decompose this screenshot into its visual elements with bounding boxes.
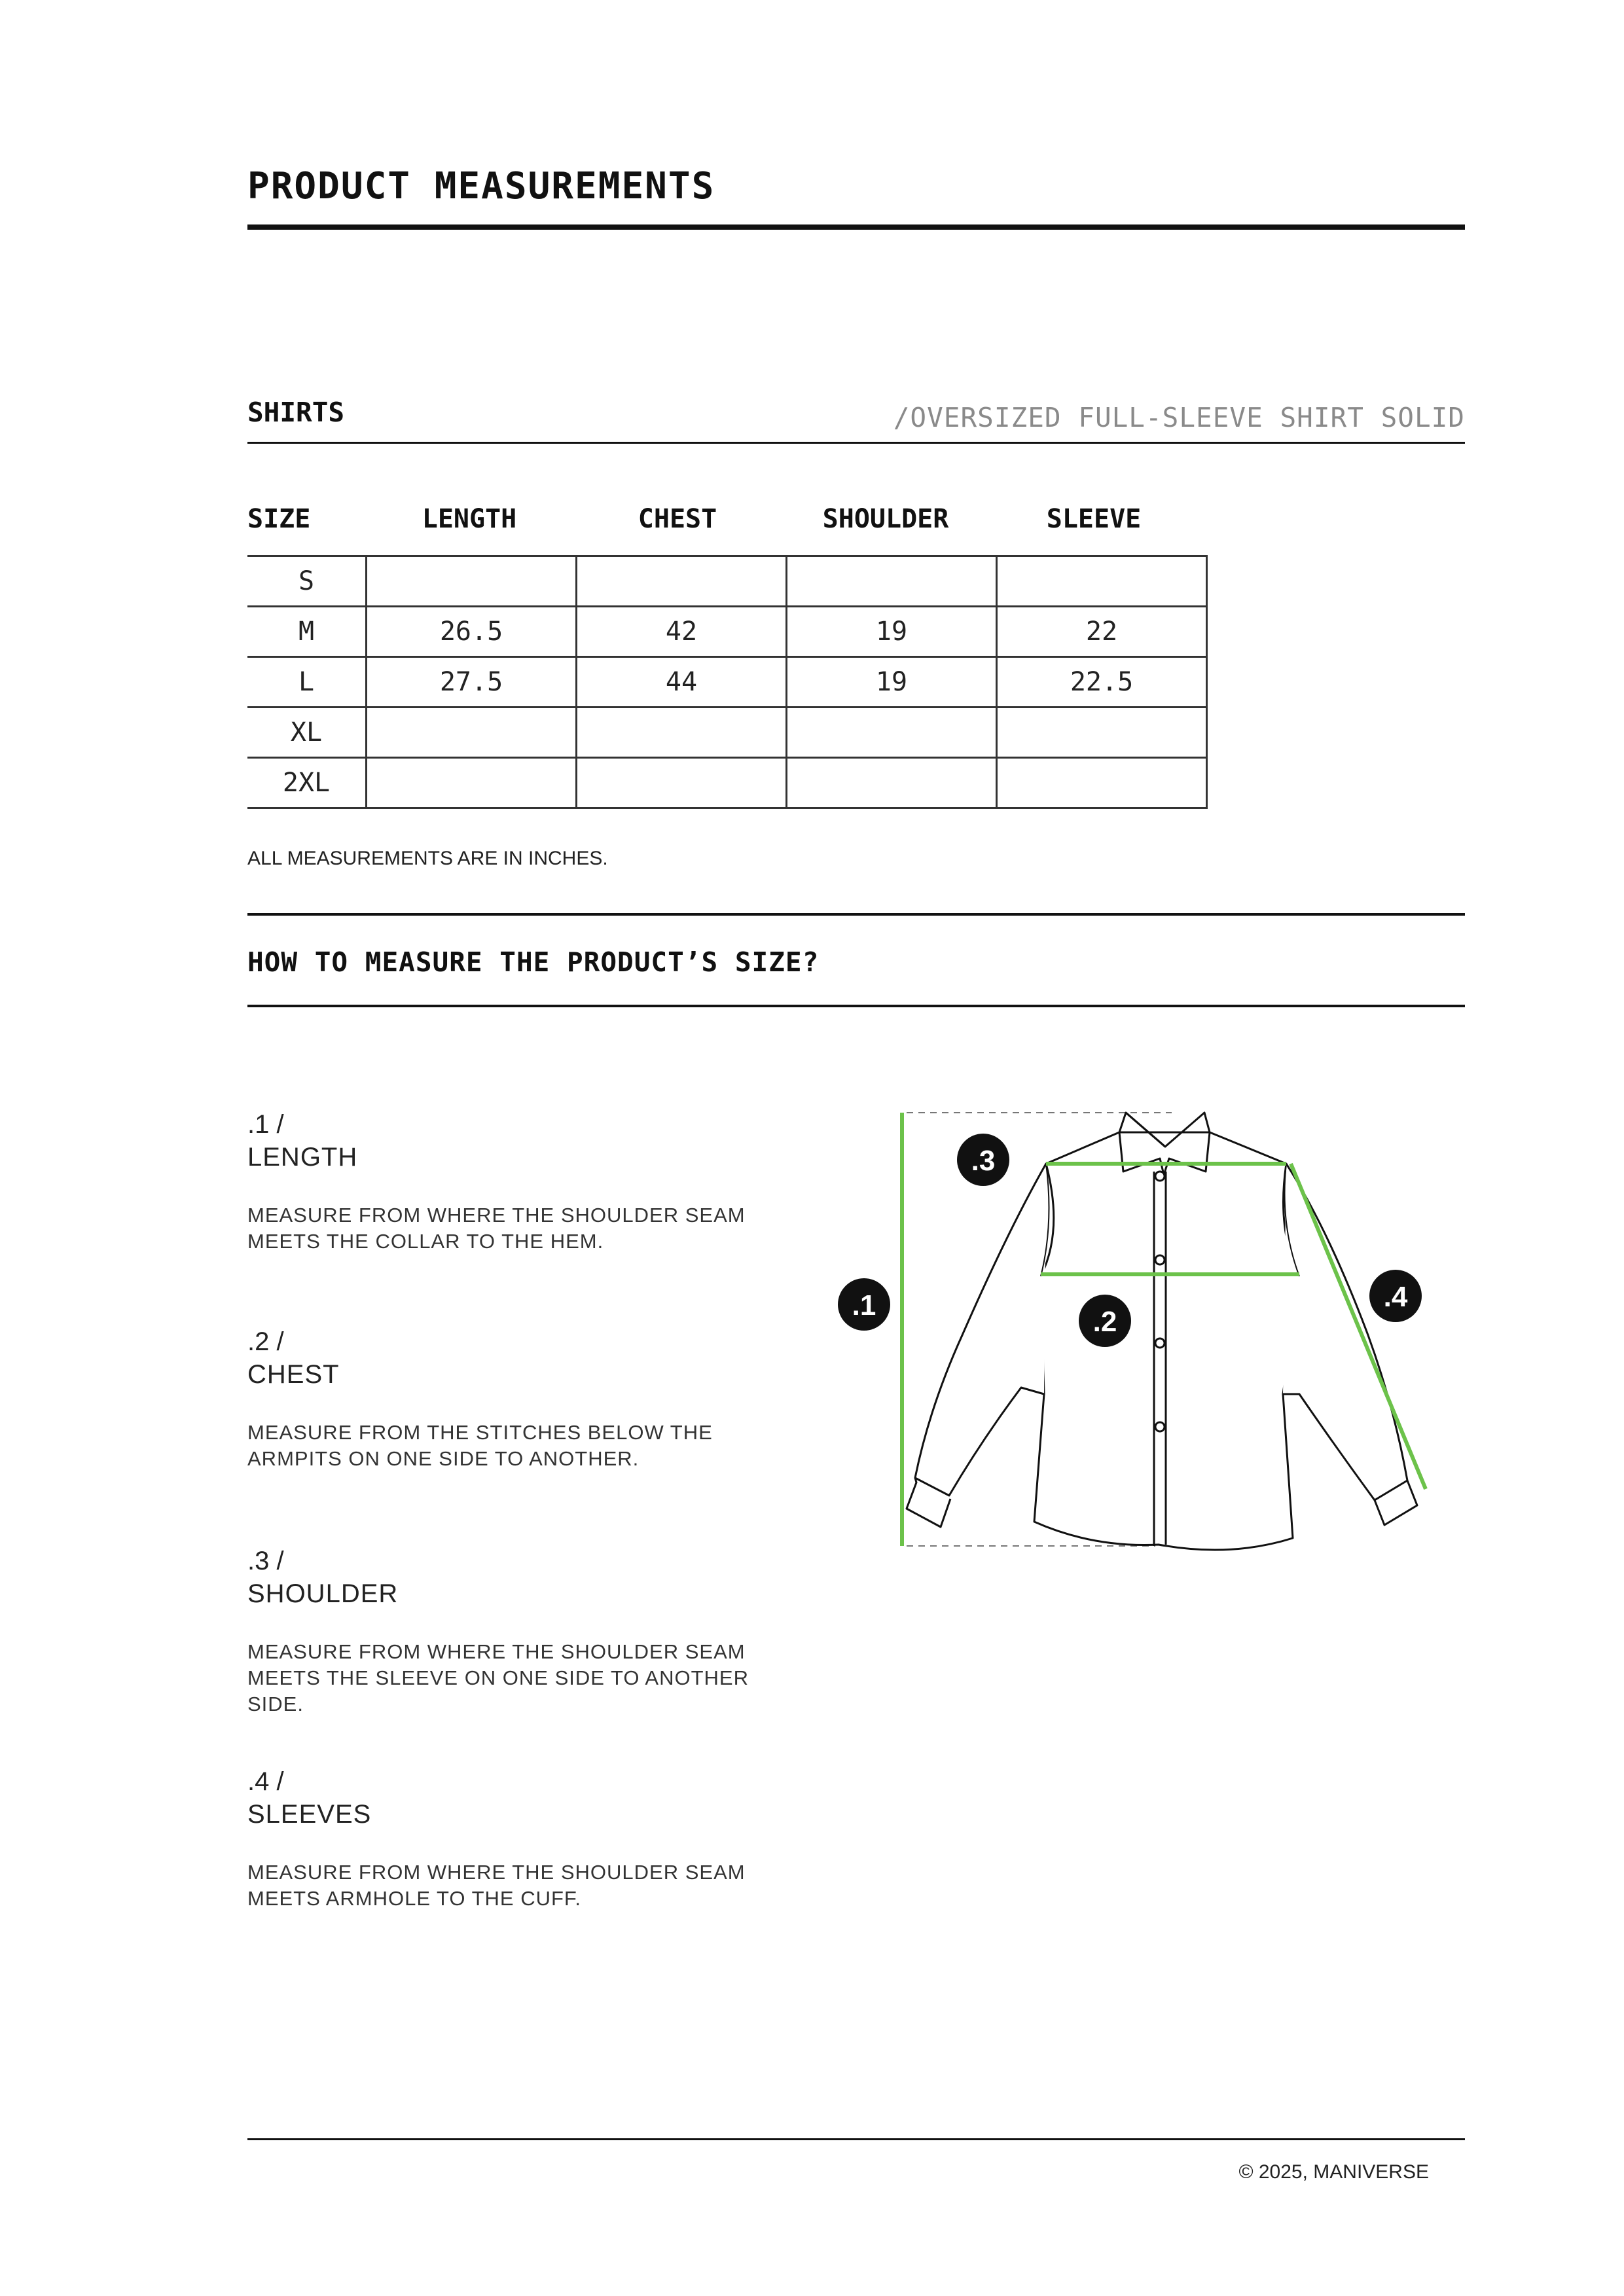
marker-shoulder-icon — [957, 1134, 1009, 1186]
column-header-chest: CHEST — [638, 504, 717, 534]
size-cell: S — [247, 556, 367, 607]
units-note: ALL MEASUREMENTS ARE IN INCHES. — [247, 848, 608, 869]
length-cell: 27.5 — [367, 657, 577, 708]
chest-cell: 44 — [577, 657, 787, 708]
step-number: .1 / — [247, 1110, 284, 1139]
size-cell: M — [247, 607, 367, 657]
marker-sleeve-icon — [1369, 1270, 1422, 1322]
shoulder-cell: 19 — [787, 657, 997, 708]
category-title: SHIRTS — [247, 397, 345, 428]
step-description: MEASURE FROM WHERE THE SHOULDER SEAM MEETS THE SLEEVE ON ONE SIDE TO ANOTHER SIDE. — [247, 1640, 749, 1715]
size-cell: XL — [247, 708, 367, 758]
marker-length-icon — [838, 1278, 890, 1331]
marker-label: .1 — [852, 1289, 876, 1321]
marker-label: .4 — [1383, 1281, 1408, 1313]
column-header-size: SIZE — [247, 504, 311, 534]
step-description: MEASURE FROM WHERE THE SHOULDER SEAM MEETS THE COLLAR TO THE HEM. — [247, 1204, 746, 1253]
step-label: SLEEVES — [247, 1800, 372, 1829]
product-name: /OVERSIZED FULL-SLEEVE SHIRT SOLID — [893, 402, 1465, 433]
size-cell: 2XL — [247, 758, 367, 808]
step-number: .2 / — [247, 1327, 284, 1356]
marker-label: .3 — [971, 1145, 996, 1177]
step-number: .3 / — [247, 1547, 284, 1575]
step-label: SHOULDER — [247, 1579, 399, 1608]
footer-divider — [247, 2138, 1465, 2140]
sleeve-cell: 22.5 — [997, 657, 1207, 708]
sleeve-cell: 22 — [997, 607, 1207, 657]
column-header-length: LENGTH — [422, 504, 517, 534]
column-header-shoulder: SHOULDER — [822, 504, 949, 534]
step-label: CHEST — [247, 1360, 340, 1389]
page-title: PRODUCT MEASUREMENTS — [247, 165, 715, 207]
step-description: MEASURE FROM THE STITCHES BELOW THE ARMPITS ON ONE SIDE TO ANOTHER. — [247, 1421, 713, 1470]
chest-cell: 42 — [577, 607, 787, 657]
footer-copyright: © 2025, MANIVERSE — [1238, 2161, 1429, 2183]
length-cell: 26.5 — [367, 607, 577, 657]
how-to-measure-title: HOW TO MEASURE THE PRODUCT’S SIZE? — [247, 946, 820, 978]
marker-label: .2 — [1092, 1306, 1117, 1338]
column-header-sleeve: SLEEVE — [1046, 504, 1142, 534]
size-cell: L — [247, 657, 367, 708]
marker-chest-icon — [1079, 1295, 1131, 1347]
step-description: MEASURE FROM WHERE THE SHOULDER SEAM MEETS ARMHOLE TO THE CUFF. — [247, 1861, 746, 1910]
step-label: LENGTH — [247, 1143, 358, 1172]
shoulder-cell: 19 — [787, 607, 997, 657]
step-number: .4 / — [247, 1767, 284, 1796]
